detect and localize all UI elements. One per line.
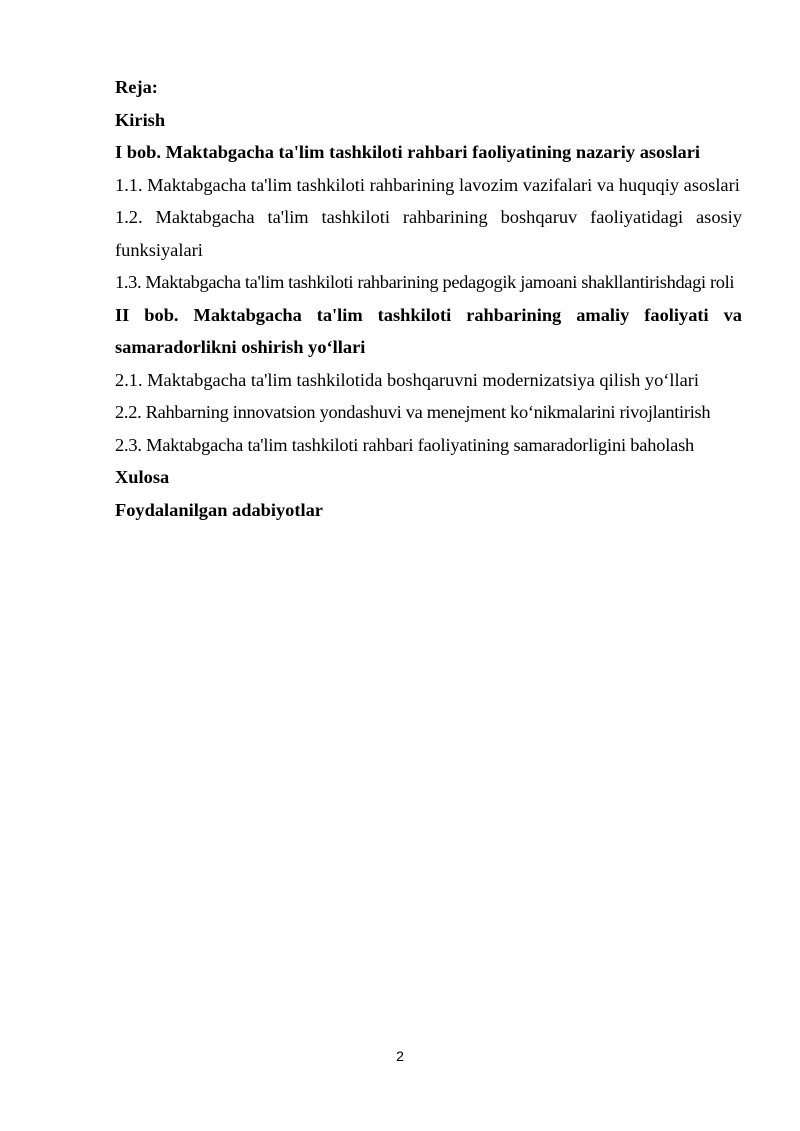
toc-section-2-1: 2.1. Maktabgacha ta'lim tashkilotida boshqaruvni modernizatsiya qilish yo‘llari bbox=[115, 369, 700, 390]
toc-section-1-1: 1.1. Maktabgacha ta'lim tashkiloti rahbarining lavozim vazifalari va huquqiy asoslari bbox=[115, 174, 740, 195]
toc-section-1-3: 1.3. Maktabgacha ta'lim tashkiloti rahbarining pedagogik jamoani shakllantirishdagi roli bbox=[115, 272, 735, 292]
toc-chapter-2-title: II bob. Maktabgacha ta'lim tashkiloti rahbarining amaliy faoliyati va samaradorlikni oshirish yo‘llari bbox=[115, 304, 742, 357]
toc-references: Foydalanilgan adabiyotlar bbox=[115, 499, 323, 520]
toc-section-1-2: 1.2. Maktabgacha ta'lim tashkiloti rahbarining boshqaruv faoliyatidagi asosiy funksiyalari bbox=[115, 207, 742, 260]
plan-heading: Reja: bbox=[115, 77, 158, 97]
toc-chapter-1-title: I bob. Maktabgacha ta'lim tashkiloti rahbari faoliyatining nazariy asoslari bbox=[115, 142, 700, 162]
toc-conclusion: Xulosa bbox=[115, 467, 170, 487]
toc-section-2-2: 2.2. Rahbarning innovatsion yondashuvi va menejment ko‘nikmalarini rivojlantirish bbox=[115, 402, 711, 422]
toc-introduction: Kirish bbox=[115, 109, 166, 130]
toc-section-2-3: 2.3. Maktabgacha ta'lim tashkiloti rahbari faoliyatining samaradorligini baholash bbox=[115, 434, 695, 455]
page-number: 2 bbox=[396, 1048, 404, 1064]
table-of-contents bbox=[115, 71, 742, 526]
